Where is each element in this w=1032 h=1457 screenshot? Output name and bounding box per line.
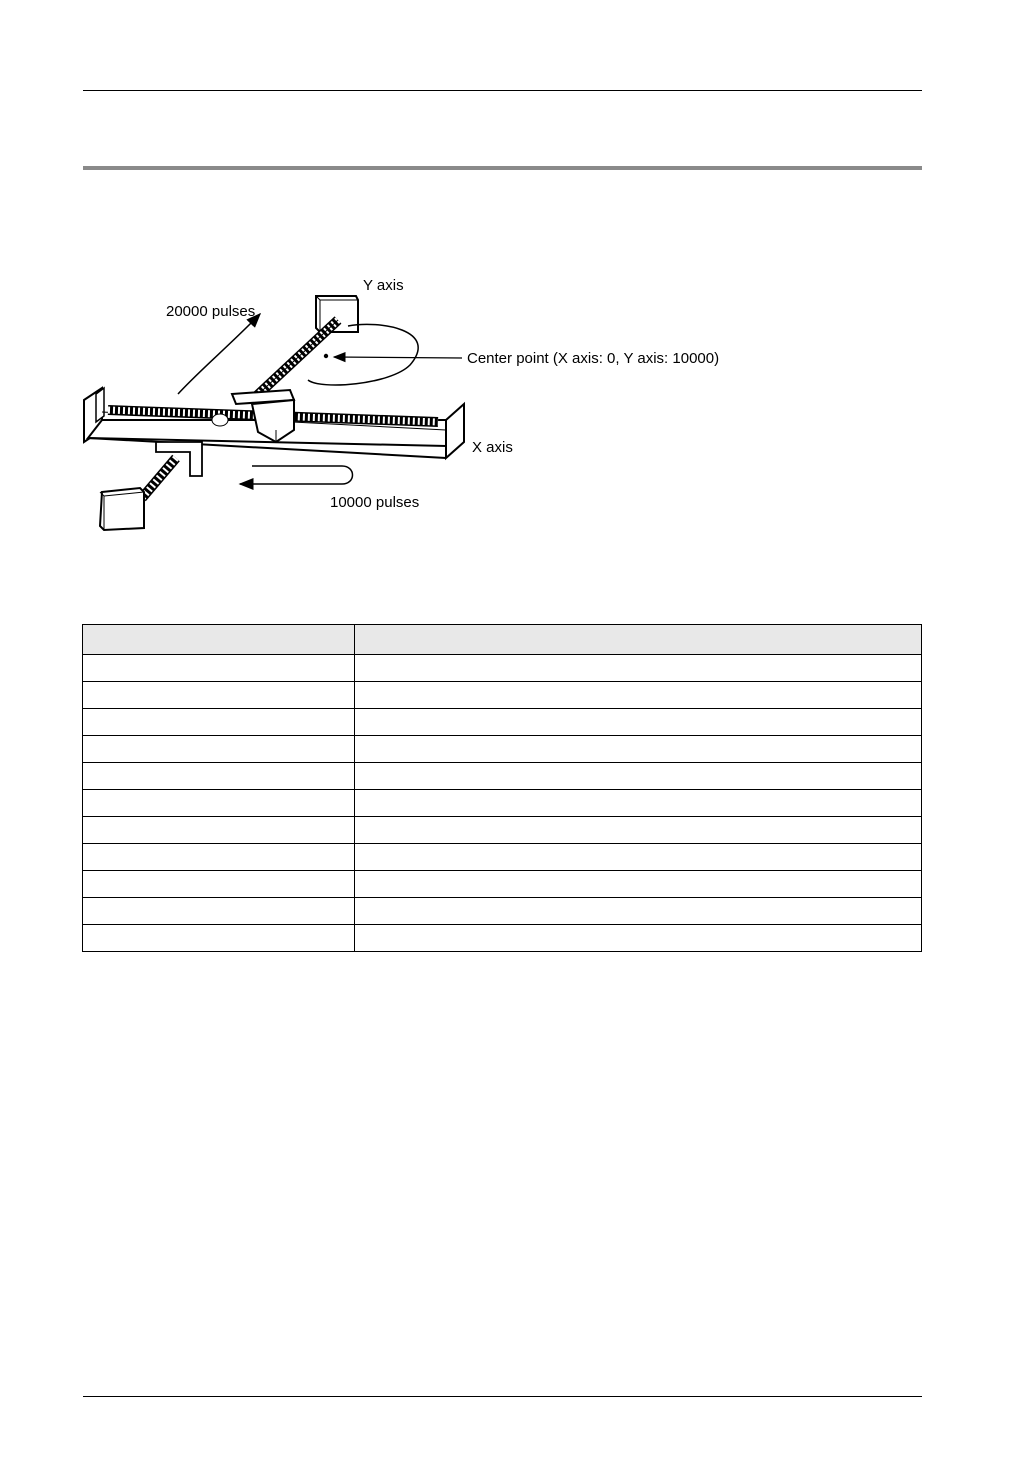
table-cell — [83, 709, 355, 736]
table-header-cell — [355, 625, 922, 655]
table-cell — [83, 871, 355, 898]
table-row — [83, 898, 922, 925]
table-row — [83, 871, 922, 898]
table-row — [83, 790, 922, 817]
table-cell — [83, 790, 355, 817]
table-row — [83, 844, 922, 871]
table-cell — [83, 925, 355, 952]
parameter-table — [82, 624, 922, 952]
table-row — [83, 682, 922, 709]
table-cell — [355, 898, 922, 925]
table-cell — [83, 682, 355, 709]
table-header-cell — [83, 625, 355, 655]
table-row — [83, 817, 922, 844]
table-cell — [355, 682, 922, 709]
table-cell — [83, 844, 355, 871]
y-axis-screw-icon — [250, 320, 338, 402]
table-cell — [355, 871, 922, 898]
table-cell — [83, 817, 355, 844]
table-cell — [83, 655, 355, 682]
y-pulses-label: 20000 pulses — [166, 303, 256, 320]
y-axis-label: Y axis — [363, 277, 404, 294]
x-axis-label: X axis — [472, 439, 513, 456]
xy-table-figure — [80, 270, 760, 545]
center-point-label: Center point (X axis: 0, Y axis: 10000) — [467, 350, 720, 367]
table-cell — [355, 817, 922, 844]
table-cell — [355, 790, 922, 817]
table-row — [83, 925, 922, 952]
table-row — [83, 655, 922, 682]
table-header-row — [83, 625, 922, 655]
table-row — [83, 763, 922, 790]
header-rule — [83, 90, 922, 91]
table-row — [83, 709, 922, 736]
table-cell — [355, 925, 922, 952]
lower-motor-icon — [100, 442, 202, 530]
table-cell — [83, 763, 355, 790]
table-cell — [355, 709, 922, 736]
table-cell — [355, 655, 922, 682]
section-rule — [83, 166, 922, 170]
center-point-arrow — [334, 357, 462, 358]
table-cell — [83, 736, 355, 763]
table-cell — [83, 898, 355, 925]
table-cell — [355, 844, 922, 871]
table-cell — [355, 763, 922, 790]
y-direction-arrow — [178, 314, 260, 394]
center-point-dot — [324, 354, 328, 358]
x-direction-arrow — [240, 466, 353, 484]
table-row — [83, 736, 922, 763]
footer-rule — [83, 1396, 922, 1397]
x-pulses-label: 10000 pulses — [330, 494, 420, 511]
table-cell — [355, 736, 922, 763]
